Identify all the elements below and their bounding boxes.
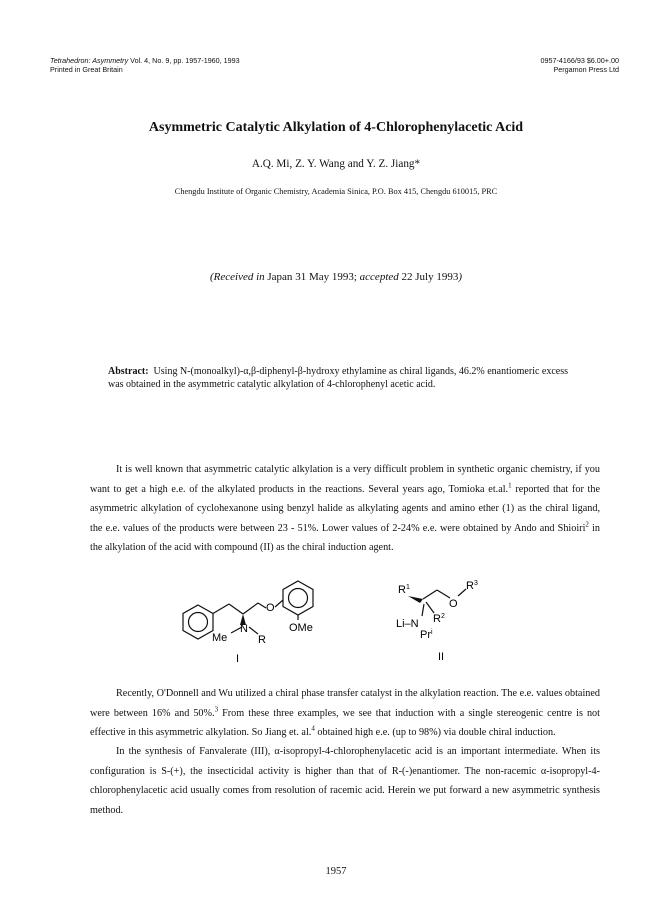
structure-I-methyl: Me [212, 632, 228, 644]
received-label: Received in [213, 271, 265, 283]
received-dates: (Received in Japan 31 May 1993; accepted 22 July 1993) [209, 271, 463, 283]
structure-I-methoxy: OMe [289, 622, 313, 634]
structure-II-label: II [438, 651, 445, 663]
structure-II-r1: $R^1$ [398, 584, 410, 596]
page-number: 1957 [325, 866, 347, 877]
ref-1: 1 [508, 481, 512, 490]
journal-header-right [540, 56, 619, 74]
structure-II-oxygen: O [449, 598, 458, 610]
structure-II-r3: $R^3$ [466, 580, 478, 592]
authors: A.Q. Mi, Z. Y. Wang and Y. Z. Jiang* [251, 158, 421, 170]
para2-text-a: Recently, O'Donnell and Wu utilized a chiral phase transfer catalyst in the alkylation reaction. The e.e. values obtained were between 16% and 50%. [90, 688, 600, 719]
journal-name: Tetrahedron: Asymmetry [50, 56, 129, 65]
ref-3: 3 [214, 705, 219, 714]
structure-I-oxygen: O [266, 602, 275, 614]
accepted-date: 22 July 1993 [401, 271, 459, 283]
received-place: Japan [267, 271, 293, 283]
paper-title: Asymmetric Catalytic Alkylation of 4-Chlorophenylacetic Acid [148, 120, 524, 135]
paragraph-1 [90, 460, 600, 558]
para1-text-a: It is well known that asymmetric catalytic alkylation is a very difficult problem in synthetic organic chemistry, if you want to get a high e.e. of the alkylated products in the reactions. Several years ago, Tomioka et.al. [90, 464, 600, 495]
paragraph-3: In the synthesis of Fanvalerate (III), α-isopropyl-4-chlorophenylacetic acid is an important intermediate. When its configuration is S-(+), the insecticidal activity is higher than that of R-(-)enantiomer. The non-racemic α-isopropyl-4-chlorophenylacetic acid usually comes from resolution of racemic acid. Herein we put forward a new asymmetric synthesis method. [90, 746, 600, 816]
abstract-text: Using N-(monoalkyl)-α,β-diphenyl-β-hydroxy ethylamine as chiral ligands, 46.2% enantiomeric excess was obtained in the asymmetric catalytic alkylation of 4-chlorophenyl acetic acid. [108, 366, 569, 390]
structure-II-isopropyl: Pr$^i$ [420, 629, 433, 641]
publisher: Pergamon Press Ltd [553, 65, 619, 74]
para2-text-c: obtained high e.e. (up to 98%) via double chiral induction. [314, 727, 556, 738]
structure-II-r2: $R^2$ [433, 613, 445, 625]
para1-text-b: reported that for the asymmetric alkylation of cyclohexanone using benzyl halide as alkylating agents and amino ether (1) as the chiral ligand, the e.e. values of the products were between 23 - 51%. Lower values of 2-24% e.e. were obtained by Ando and Shioiri [90, 483, 601, 534]
issn-code: 0957-4166/93 $6.00+.00 [540, 56, 619, 65]
ref-2: 2 [585, 520, 589, 529]
volume-info: Vol. 4, No. 9, pp. 1957-1960, 1993 [130, 56, 240, 65]
abstract [108, 365, 578, 391]
structure-I-diagram [172, 563, 372, 668]
structure-II-diagram [390, 563, 510, 668]
structure-I-label: I [236, 653, 240, 665]
accepted-label: accepted [359, 271, 399, 283]
paragraph-2 [90, 684, 600, 743]
structure-II-lithium-amide: Li–N [396, 618, 419, 630]
abstract-label: Abstract: [108, 366, 149, 377]
ref-4: 4 [311, 724, 315, 733]
structure-I-r-group: R [258, 634, 266, 646]
para1-text-c: in the alkylation of the acid with compound (II) as the chiral induction agent. [90, 522, 600, 553]
printed-in: Printed in Great Britain [50, 65, 123, 74]
received-date: 31 May 1993; [295, 271, 357, 283]
journal-header-left [50, 56, 240, 74]
structure-I-nitrogen: N [240, 623, 248, 635]
affiliation: Chengdu Institute of Organic Chemistry, Academia Sinica, P.O. Box 415, Chengdu 610015, PRC [174, 187, 498, 196]
para2-text-b: From these three examples, we see that induction with a single stereogenic centre is not effective in this asymmetric alkylation. So Jiang et. al. [90, 707, 600, 738]
